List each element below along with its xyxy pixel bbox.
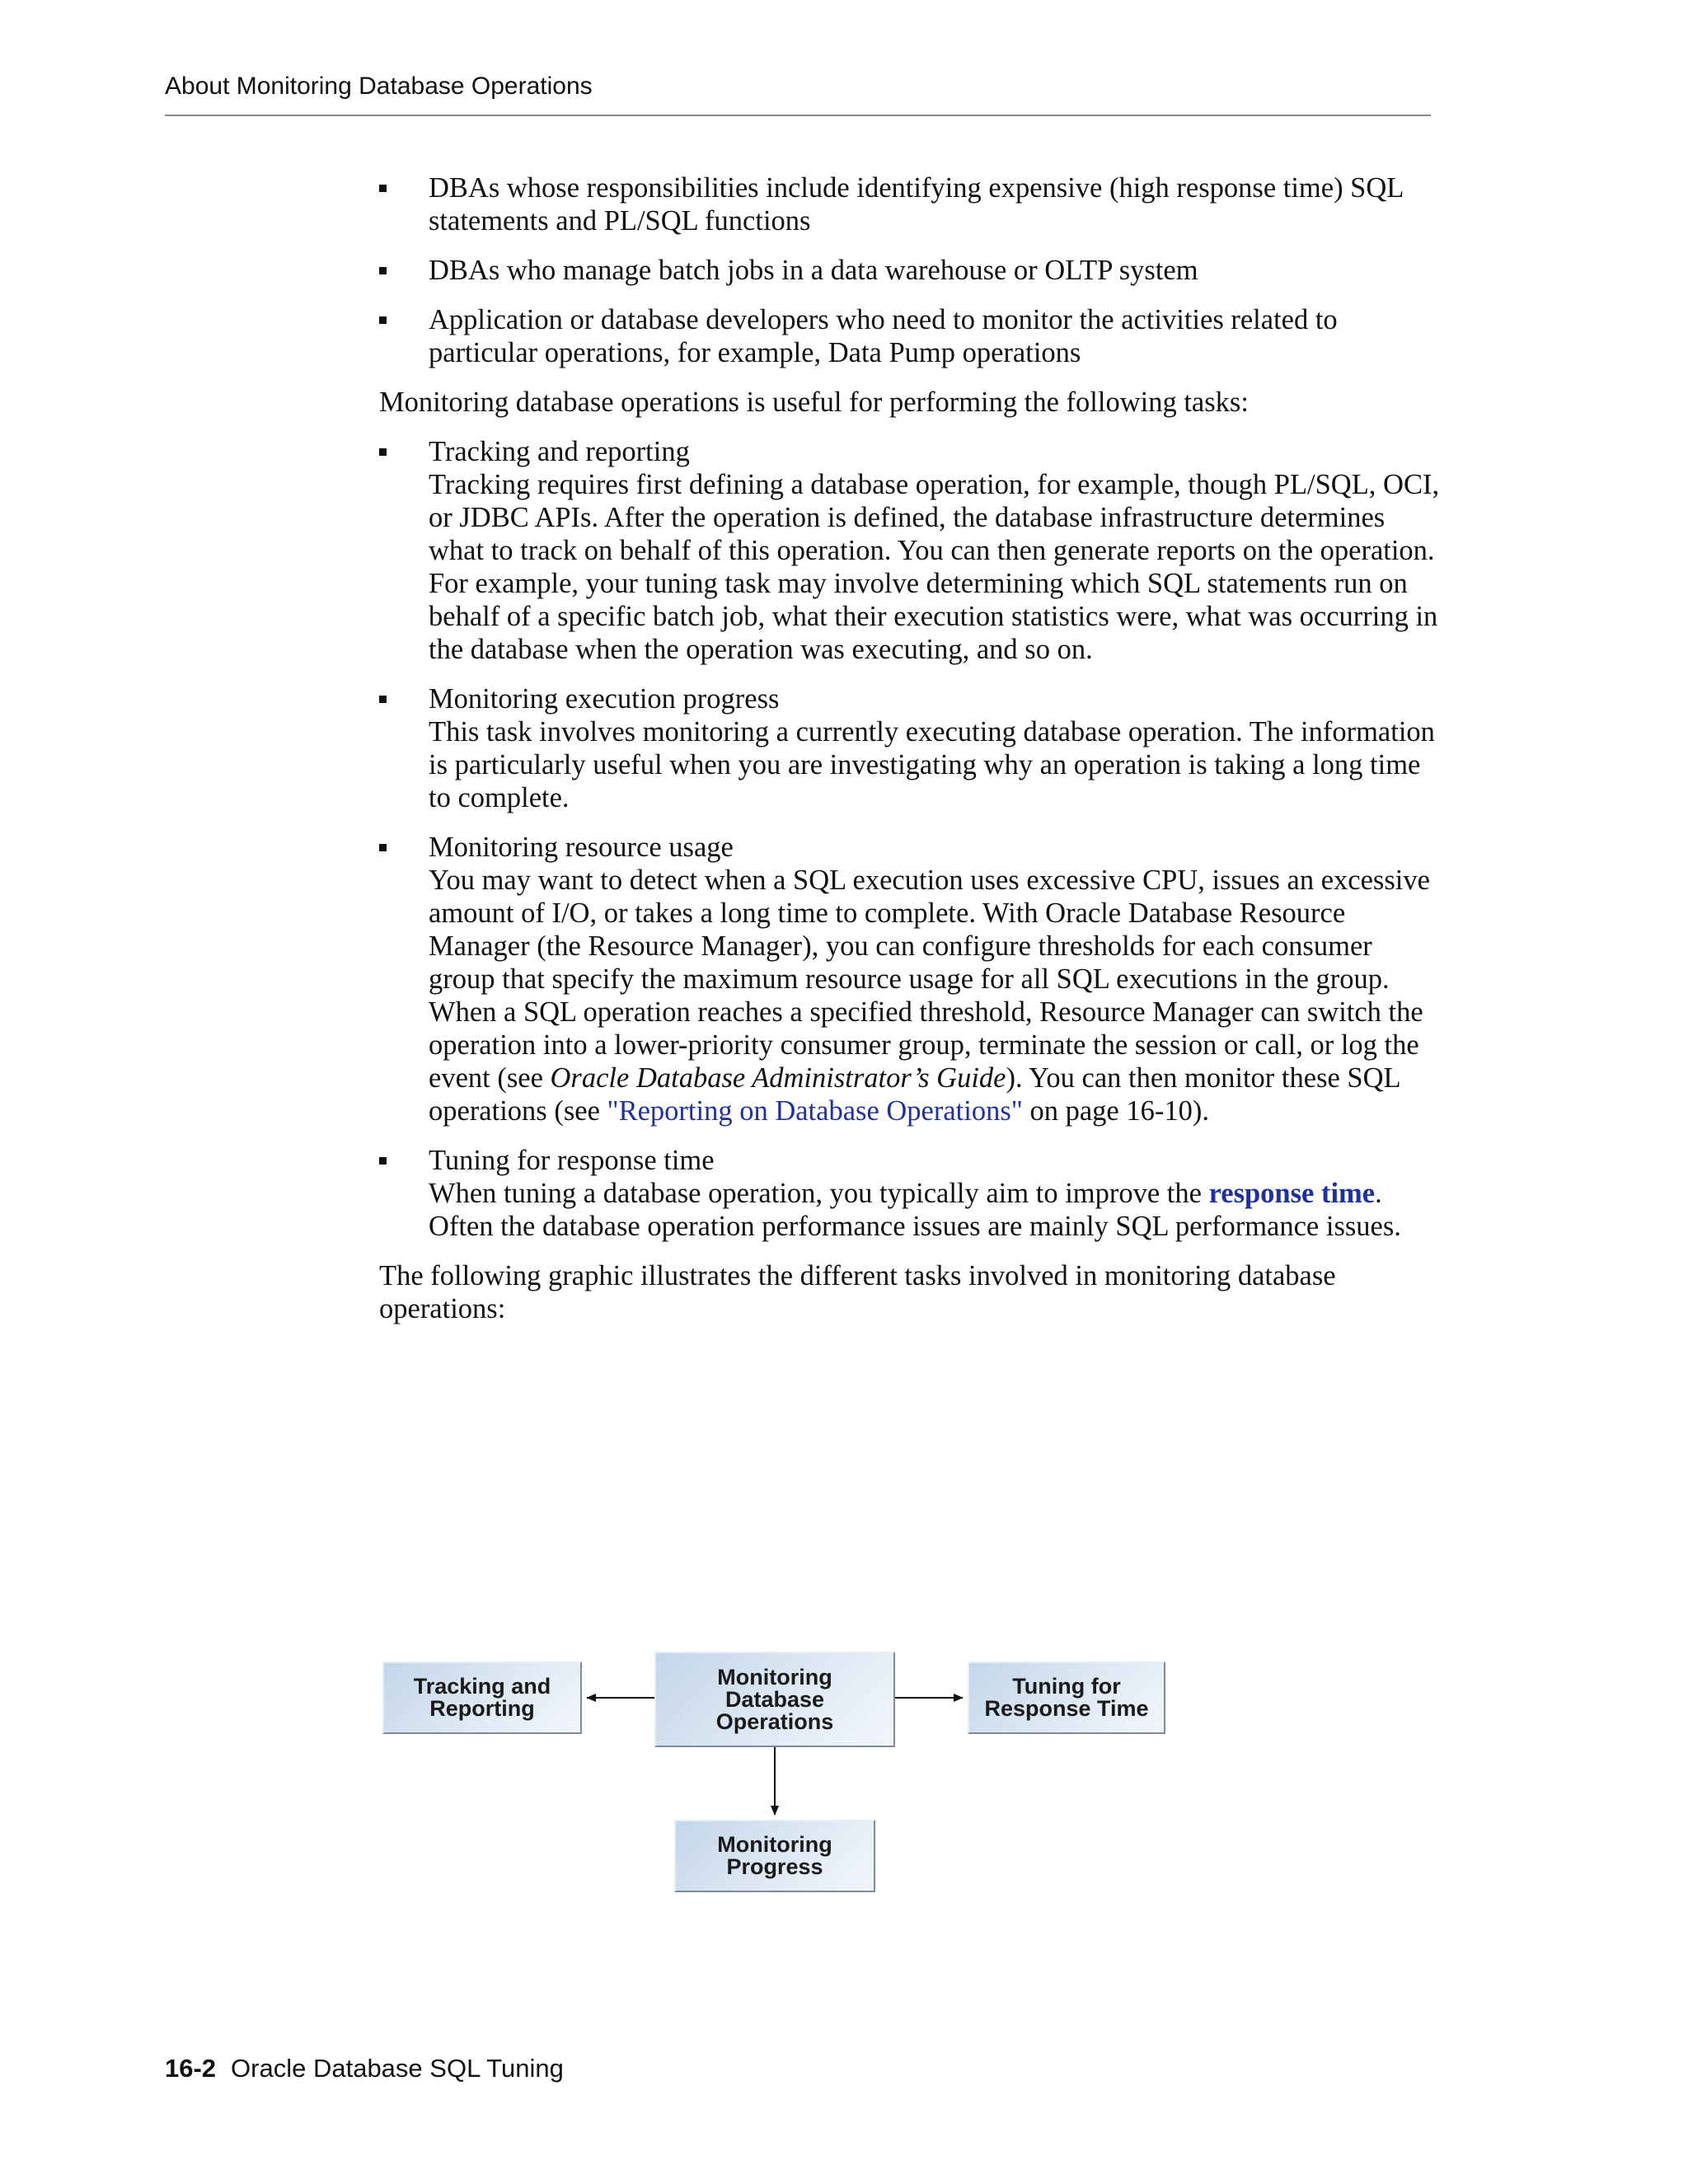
bullet-square-icon [379,1157,387,1165]
bullet-square-icon [379,316,387,324]
box-tracking-reporting: Tracking and Reporting [382,1661,582,1734]
task-description: Tracking requires first defining a database operation, for example, though PL/SQL, OCI, or JDBC APIs. After the operation is defined, the database infrastructure determines what to track on behalf of this operation. You can then generate reports on the operation. For example, your tuning task may involve determining which SQL statements run on behalf of a specific batch job, what their execution statistics were, what was occurring in the database when the operation was executing, and so on. [429,469,1440,665]
graphic-intro: The following graphic illustrates the different tasks involved in monitoring database operations: [379,1260,1336,1324]
task-description: This task involves monitoring a currently executing database operation. The information is particularly useful when you are investigating why an operation is taking a long time to complete. [429,716,1435,813]
tasks-list [379,435,1442,1243]
glossary-term-link[interactable]: response time [1208,1178,1376,1209]
cross-reference-link[interactable]: "Reporting on Database Operations" [607,1095,1023,1127]
task-item-resource-usage [379,831,1442,1127]
task-title: Tuning for response time [429,1145,715,1176]
box-monitoring-progress: Monitoring Progress [674,1820,875,1892]
page-footer [165,2054,564,2083]
bullet-square-icon [379,185,387,192]
text-run: When tuning a database operation, you typically aim to improve the [429,1178,1209,1209]
task-description [429,1177,1442,1243]
list-item [379,171,1442,237]
list-item [379,303,1442,369]
page-number: 16-2 [165,2054,217,2083]
text-run: on page 16-10). [1022,1095,1209,1127]
text-run: You may want to detect when a SQL execution uses excessive CPU, issues an excessive amount of I/O, or takes a long time to complete. With Oracle Database Resource Manager (the Resource Manager), you can configure thresholds for each consumer group that specify the maximum resource usage for all SQL executions in the group. When a SQL operation reaches a specified threshold, Resource Manager can switch the operation into a lower-priority consumer group, terminate the session or call, or log the event (see [429,865,1430,1094]
book-title-reference: Oracle Database Administrator’s Guide [550,1062,1006,1094]
box-tuning-response-time: Tuning for Response Time [968,1661,1165,1734]
task-item-progress [379,682,1442,814]
bullet-square-icon [379,696,387,703]
header-rule [165,115,1431,116]
book-title: Oracle Database SQL Tuning [231,2054,564,2083]
text-run: ). You can then monitor these SQL operations (see [429,1062,1400,1127]
bullet-square-icon [379,267,387,274]
list-item [379,254,1442,287]
list-item-text: DBAs whose responsibilities include identifying expensive (high response time) SQL statements and PL/SQL functions [429,172,1404,237]
bullet-square-icon [379,844,387,851]
task-item-tracking [379,435,1442,666]
text-run: . Often the database operation performance issues are mainly SQL performance issues. [429,1178,1401,1242]
box-monitoring-operations: Monitoring Database Operations [654,1652,895,1747]
bullet-square-icon [379,448,387,456]
task-item-response-time [379,1144,1442,1243]
task-title: Tracking and reporting [429,436,690,467]
tasks-intro: Monitoring database operations is useful for performing the following tasks: [379,387,1249,418]
task-title: Monitoring execution progress [429,683,780,715]
audience-list [379,171,1442,369]
page-body [379,171,1442,1325]
list-item-text: DBAs who manage batch jobs in a data warehouse or OLTP system [429,255,1198,286]
list-item-text: Application or database developers who need to monitor the activities related to particular operations, for example, Data Pump operations [429,304,1338,368]
monitoring-tasks-diagram [379,1648,1179,1912]
task-title: Monitoring resource usage [429,832,734,863]
task-description [429,864,1442,1127]
running-header: About Monitoring Database Operations [165,73,593,100]
